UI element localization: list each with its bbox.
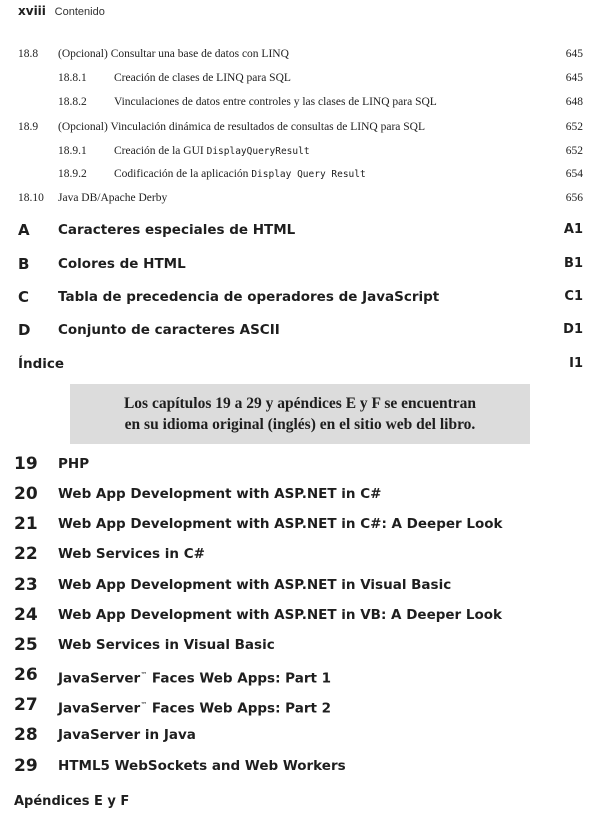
entry-number: 18.9.2 [58,168,87,180]
chapter-title: HTML5 WebSockets and Web Workers [58,758,346,774]
entry-title: (Opcional) Vinculación dinámica de resultados de consultas de LINQ para SQL [58,121,425,133]
index-page: I1 [569,356,583,371]
appendix-entry[interactable] [0,220,600,240]
chapter-entry[interactable] [0,724,600,746]
chapter-entry[interactable] [0,634,600,656]
appendix-title: Caracteres especiales de HTML [58,222,296,238]
toc-entry[interactable] [0,166,600,182]
chapter-entry[interactable] [0,604,600,626]
entry-number: 18.8 [18,48,39,60]
chapter-entry[interactable] [0,664,600,686]
entry-page: 652 [565,121,583,133]
chapter-entry[interactable] [0,755,600,777]
entry-title [114,143,310,160]
appendix-page: D1 [563,322,583,337]
toc-entry[interactable] [0,46,600,62]
chapter-title: Web App Development with ASP.NET in C#: A Deeper Look [58,516,503,532]
appendix-letter: B [18,255,30,273]
entry-title [114,166,366,183]
toc-entry[interactable] [0,94,600,110]
toc-entry[interactable] [0,143,600,159]
trademark-mark: ™ [140,701,148,709]
chapter-entry[interactable] [0,574,600,596]
toc-entry[interactable] [0,119,600,135]
page-header [18,4,105,18]
appendix-page: B1 [564,256,583,271]
entry-title: (Opcional) Consultar una base de datos con LINQ [58,48,289,60]
notice-line: Los capítulos 19 a 29 y apéndices E y F se encuentran [123,395,477,412]
index-entry[interactable] [0,354,600,374]
chapter-title: Web Services in Visual Basic [58,637,275,653]
appendix-letter: D [18,321,31,339]
appendix-entry[interactable] [0,254,600,274]
appendix-title: Tabla de precedencia de operadores de JavaScript [58,289,440,305]
entry-page: 652 [565,145,583,157]
entry-page: 656 [565,192,583,204]
appendix-page: A1 [563,222,583,237]
chapter-entry[interactable] [0,543,600,565]
entry-page: 645 [565,72,583,84]
entry-title: Java DB/Apache Derby [58,192,168,204]
entry-page: 648 [565,96,583,108]
chapter-title-rest: Faces Web Apps: Part 2 [147,700,332,717]
appendix-letter: C [18,288,30,306]
entry-number: 18.8.2 [58,96,87,108]
chapter-title-text: JavaServer [58,700,141,717]
appendix-entry[interactable] [0,287,600,307]
trademark-mark: ™ [140,671,148,679]
chapter-title: Web App Development with ASP.NET in VB: A Deeper Look [58,607,503,623]
entry-page: 645 [565,48,583,60]
chapter-title [58,694,331,720]
chapter-number: 23 [14,575,38,595]
index-title: Índice [18,356,65,372]
appendices-ef-heading[interactable]: Apéndices E y F [14,794,130,809]
chapter-title: PHP [58,456,90,472]
chapter-title: Web App Development with ASP.NET in Visual Basic [58,577,452,593]
chapter-number: 20 [14,484,38,504]
notice-line: en su idioma original (inglés) en el sitio web del libro. [124,416,476,433]
chapter-entry[interactable] [0,513,600,535]
code-identifier: Display Query Result [251,169,366,180]
entry-title-text: Creación de la GUI [114,145,207,157]
entry-title-text: Codificación de la aplicación [114,168,252,180]
entry-number: 18.10 [18,192,44,204]
chapter-number: 24 [14,605,38,625]
chapter-title: Web App Development with ASP.NET in C# [58,486,382,502]
chapter-number: 21 [14,514,38,534]
chapter-entry[interactable] [0,483,600,505]
entry-page: 654 [565,168,583,180]
appendix-page: C1 [564,289,583,304]
chapter-number: 22 [14,544,38,564]
chapter-title: Web Services in C# [58,546,205,562]
chapter-title [58,664,331,690]
chapter-title: JavaServer in Java [58,727,196,743]
chapter-title-text: JavaServer [58,670,141,687]
entry-number: 18.9 [18,121,39,133]
appendix-title: Conjunto de caracteres ASCII [58,322,280,338]
chapter-number: 27 [14,695,38,715]
header-title: Contenido [54,6,105,18]
toc-entry[interactable] [0,190,600,206]
chapter-number: 25 [14,635,38,655]
toc-entry[interactable] [0,70,600,86]
entry-number: 18.9.1 [58,145,87,157]
entry-title: Creación de clases de LINQ para SQL [114,72,291,84]
code-identifier: DisplayQueryResult [206,146,310,157]
chapter-number: 29 [14,756,38,776]
chapter-number: 19 [14,454,38,474]
appendix-title: Colores de HTML [58,256,186,272]
entry-title: Vinculaciones de datos entre controles y las clases de LINQ para SQL [114,96,437,108]
page-number: xviii [18,4,46,18]
chapter-title-rest: Faces Web Apps: Part 1 [147,670,332,687]
chapter-number: 28 [14,725,38,745]
appendix-letter: A [18,221,30,239]
notice-box [70,384,530,444]
chapter-number: 26 [14,665,38,685]
chapter-entry[interactable] [0,453,600,475]
entry-number: 18.8.1 [58,72,87,84]
appendix-entry[interactable] [0,320,600,340]
chapter-entry[interactable] [0,694,600,716]
